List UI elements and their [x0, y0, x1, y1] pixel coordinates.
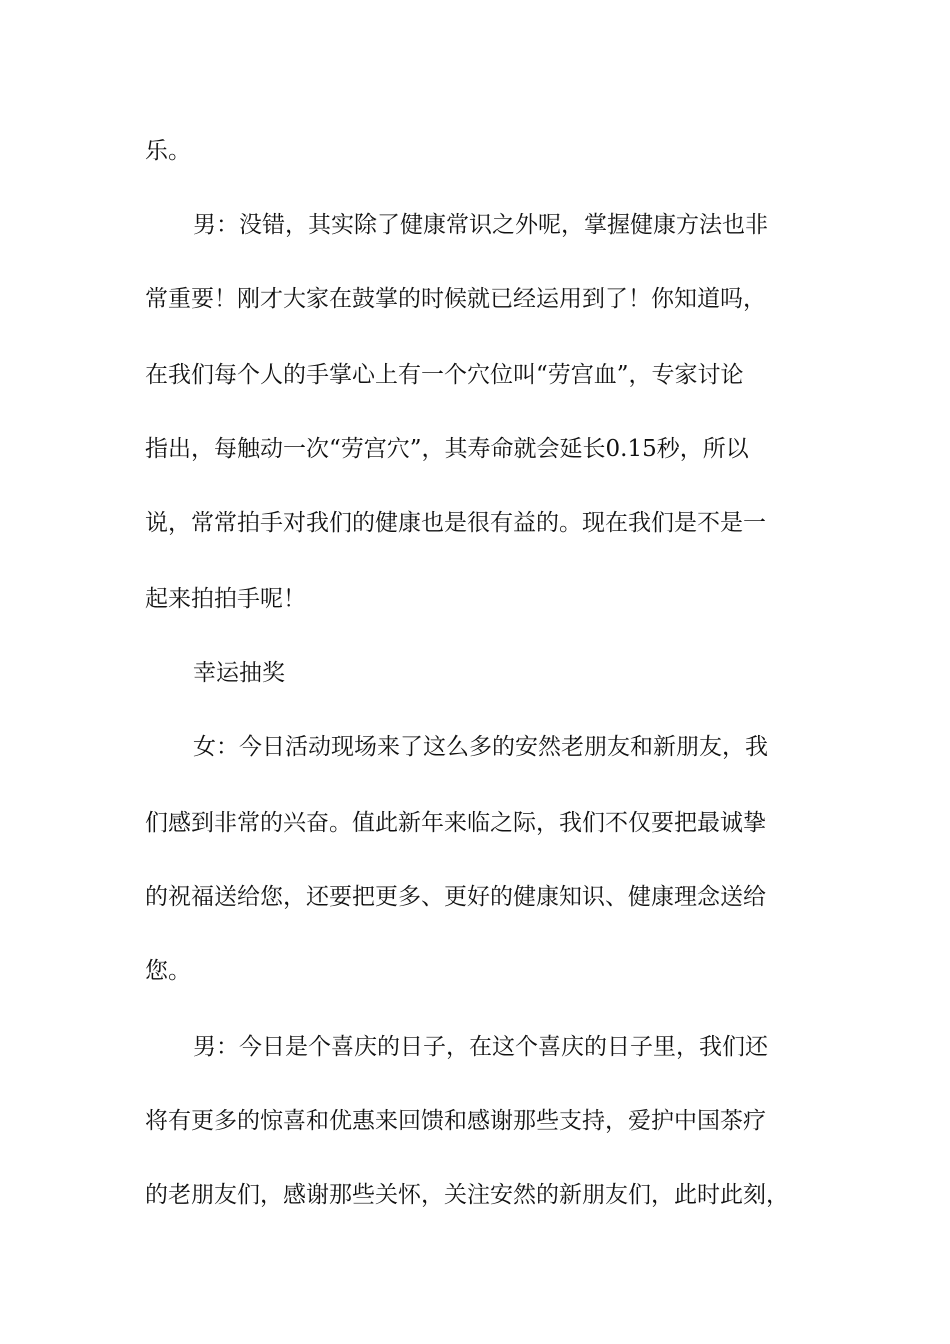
text-line: 在我们每个人的手掌心上有一个穴位叫“劳宫血”，专家讨论	[145, 362, 744, 388]
text-line: 您。	[145, 958, 191, 984]
section-heading: 幸运抽奖	[193, 660, 285, 686]
text-line: 的祝福送给您，还要把更多、更好的健康知识、健康理念送给	[145, 884, 766, 910]
text-line: 说，常常拍手对我们的健康也是很有益的。现在我们是不是一	[145, 510, 766, 536]
text-line: 男：没错，其实除了健康常识之外呢，掌握健康方法也非	[193, 212, 768, 238]
text-line: 常重要！刚才大家在鼓掌的时候就已经运用到了！你知道吗，	[145, 286, 766, 312]
text-line: 乐。	[145, 138, 191, 164]
text-line: 指出，每触动一次“劳宫穴”，其寿命就会延长0.15秒，所以	[145, 436, 749, 462]
text-line: 将有更多的惊喜和优惠来回馈和感谢那些支持，爱护中国茶疗	[145, 1108, 766, 1134]
text-line: 起来拍拍手呢！	[145, 586, 306, 612]
text-line: 男：今日是个喜庆的日子，在这个喜庆的日子里，我们还	[193, 1034, 768, 1060]
text-line: 们感到非常的兴奋。值此新年来临之际，我们不仅要把最诚挚	[145, 810, 766, 836]
text-line: 的老朋友们，感谢那些关怀，关注安然的新朋友们，此时此刻，	[145, 1182, 789, 1208]
text-line: 女：今日活动现场来了这么多的安然老朋友和新朋友，我	[193, 734, 768, 760]
